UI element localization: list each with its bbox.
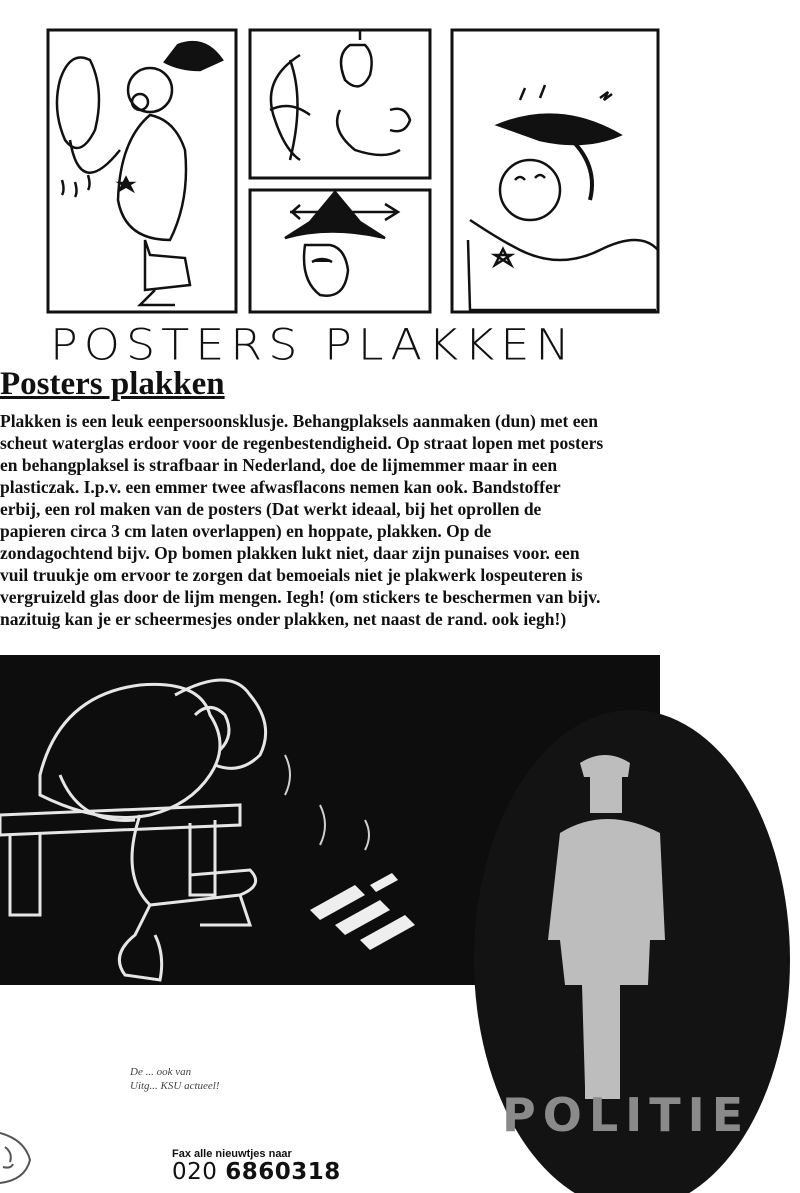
article-line: vuil truukje om ervoor te zorgen dat bemoeials niet je plakwerk lospeuteren is [0,565,583,585]
article-line: papieren circa 3 cm laten overlappen) en hoppate, plakken. Op de [0,521,492,541]
bow-panel [250,30,430,178]
article-body [0,410,730,630]
article-title: Posters plakken [0,366,225,402]
fax-number [172,1159,341,1185]
article-line: plasticzak. I.p.v. een emmer twee afwasflacons nemen kan ook. Bandstoffer [0,477,561,497]
credit-line-1: De ... ook van [130,1066,192,1078]
fax-block [172,1148,341,1185]
fax-prefix: 020 [172,1159,218,1185]
ksu-seal [0,1133,30,1183]
article-line: erbij, een rol maken van de posters (Dat werkt ideaal, bij het oprollen de [0,499,542,519]
comic-strip [0,0,800,380]
article-line: vergruizeld glas door de lijm mengen. Iegh! (om stickers te beschermen van bijv. [0,587,601,607]
panel4-figure [468,85,658,310]
panel2-figure [270,30,410,160]
article-line: en behangplaksel is strafbaar in Nederland, doe de lijmemmer maar in een [0,455,558,475]
comic-caption: POSTERS PLAKKEN [50,320,576,370]
article-line: Plakken is een leuk eenpersoonsklusje. Behangplaksels aanmaken (dun) met een [0,411,598,431]
sticky-hat-panel [452,30,658,312]
panel1-figure [57,42,222,305]
article-line: scheut waterglas erdoor voor de regenbestendigheid. Op straat lopen met posters [0,433,604,453]
fax-label: Fax alle nieuwtjes naar [172,1148,292,1160]
police-sign-label: POLITIE [502,1088,751,1142]
article-line: nazituig kan je er scheermesjes onder plakken, net naast de rand. ook iegh!) [0,609,567,629]
panel3-figure [285,192,398,296]
bucket-panel [48,30,236,312]
credit-line-2: Uitg... KSU actueel! [130,1080,220,1092]
fax-digits: 6860318 [225,1159,341,1185]
credit-block [130,1065,220,1093]
article-line: zondagochtend bijv. Op bomen plakken lukt niet, daar zijn punaises voor. een [0,543,580,563]
